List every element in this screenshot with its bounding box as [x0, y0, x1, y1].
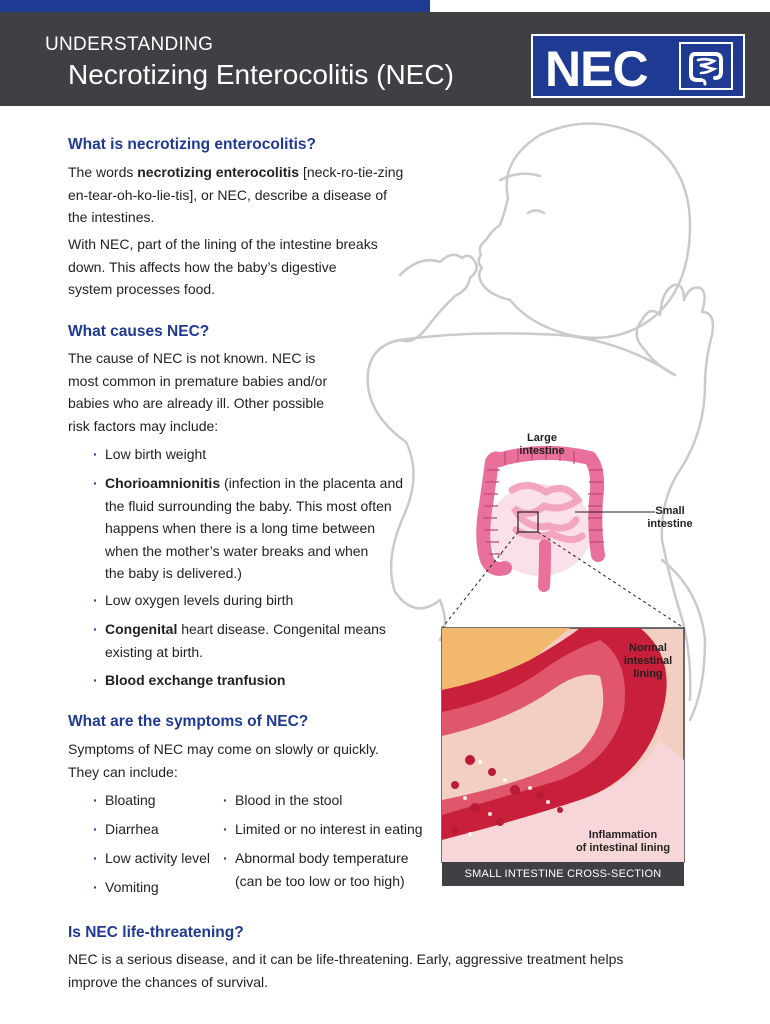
paragraph-lining: [68, 233, 378, 301]
heading-what-is-nec: What is necrotizing enterocolitis?: [68, 136, 317, 153]
heading-life-threatening: Is NEC life-threatening?: [68, 924, 244, 941]
symptom-item: · Vomiting: [93, 879, 159, 895]
heading-symptoms: What are the symptoms of NEC?: [68, 713, 309, 730]
text: Symptoms of NEC may come on slowly or quickly.: [68, 741, 379, 757]
cross-section-caption: SMALL INTESTINE CROSS-SECTION: [442, 862, 684, 886]
paragraph-life-threatening: [68, 948, 623, 993]
symptom-item: · Low activity level: [93, 850, 211, 866]
text: Inflammation: [588, 829, 658, 841]
text: heart disease. Congenital means: [177, 621, 386, 637]
text: the intestines.: [68, 209, 155, 225]
text: babies who are already ill. Other possible: [68, 395, 325, 411]
list-item-chorioamnionitis: · Chorioamnionitis (infection in the placenta and the fluid surrounding the baby. This most often happens when there is a long time between when the mother’s water breaks and when the baby is delivered.): [93, 475, 404, 581]
bold-term: Congenital: [105, 621, 178, 637]
text: existing at birth.: [105, 643, 204, 660]
text: happens when there is a long time between: [105, 520, 376, 536]
text: [neck-ro-tie-zing: [299, 164, 404, 180]
text: when the mother’s water breaks and when: [105, 542, 369, 559]
list-item-congenital: · Congenital heart disease. Congenital means existing at birth.: [93, 621, 386, 660]
nec-logo: [531, 34, 745, 98]
text: Blood in the stool: [235, 792, 343, 808]
paragraph-causes: [68, 347, 327, 437]
text: Diarrhea: [105, 821, 159, 837]
paragraph-symptoms: [68, 738, 379, 783]
text: intestine: [647, 518, 693, 530]
text: Low activity level: [105, 850, 211, 866]
text: lining: [633, 668, 663, 680]
list-item-low-oxygen: · Low oxygen levels during birth: [93, 592, 294, 608]
text: Large: [527, 432, 557, 444]
text: en-tear-oh-ko-lie-tis], or NEC, describe a disease of: [68, 186, 388, 203]
text: Abnormal body temperature: [235, 850, 409, 866]
text: intestine: [519, 445, 565, 457]
text: intestinal: [623, 655, 673, 667]
symptom-item: · Blood in the stool: [223, 792, 343, 808]
text: They can include:: [68, 763, 178, 780]
label-normal-lining: [616, 642, 680, 681]
text: Bloating: [105, 792, 156, 808]
page-title: Necrotizing Enterocolitis (NEC): [68, 59, 454, 90]
text: Limited or no interest in eating: [235, 821, 423, 837]
list-item-blood-exchange: · Blood exchange tranfusion: [93, 672, 286, 688]
text: risk factors may include:: [68, 417, 219, 434]
bold-term: necrotizing enterocolitis: [137, 164, 300, 180]
symptom-item: · Abnormal body temperature (can be too low or too high): [223, 850, 409, 889]
text: the fluid surrounding the baby. This most often: [105, 497, 392, 514]
intestines-organ: [483, 447, 604, 586]
list-item-low-birth-weight: · Low birth weight: [93, 446, 207, 462]
bold-term: Chorioamnionitis: [105, 475, 221, 491]
text: improve the chances of survival.: [68, 973, 268, 990]
text: (infection in the placenta and: [220, 475, 404, 491]
text: down. This affects how the baby’s digestive: [68, 258, 337, 275]
text: system processes food.: [68, 281, 216, 297]
label-small-intestine: [640, 505, 700, 531]
text: With NEC, part of the lining of the intestine breaks: [68, 236, 378, 252]
paragraph-definition: [68, 161, 403, 229]
logo-text: NEC: [545, 41, 648, 97]
label-inflammation: [568, 829, 678, 855]
text: Small: [655, 505, 685, 517]
bold-term: Blood exchange tranfusion: [105, 672, 286, 688]
text: The cause of NEC is not known. NEC is: [68, 350, 316, 366]
text: The words: [68, 164, 138, 180]
text: most common in premature babies and/or: [68, 372, 328, 389]
text: the baby is delivered.): [105, 565, 242, 581]
symptom-item: · Diarrhea: [93, 821, 159, 837]
text: Normal: [629, 642, 667, 654]
header-subtitle: UNDERSTANDING: [45, 34, 214, 55]
text: of intestinal lining: [575, 842, 671, 854]
label-large-intestine: [510, 432, 574, 458]
symptom-item: · Limited or no interest in eating: [223, 821, 423, 837]
text: Low birth weight: [105, 446, 207, 462]
text: Low oxygen levels during birth: [105, 592, 294, 608]
page-header: [0, 12, 770, 106]
text: (can be too low or too high): [235, 872, 405, 889]
symptom-item: · Bloating: [93, 792, 156, 808]
heading-what-causes: What causes NEC?: [68, 323, 210, 340]
text: NEC is a serious disease, and it can be life-threatening. Early, aggressive treatment helps: [68, 951, 624, 967]
text: Vomiting: [105, 879, 159, 895]
intestine-icon: [679, 42, 733, 90]
header-top-stripe: [0, 0, 430, 12]
